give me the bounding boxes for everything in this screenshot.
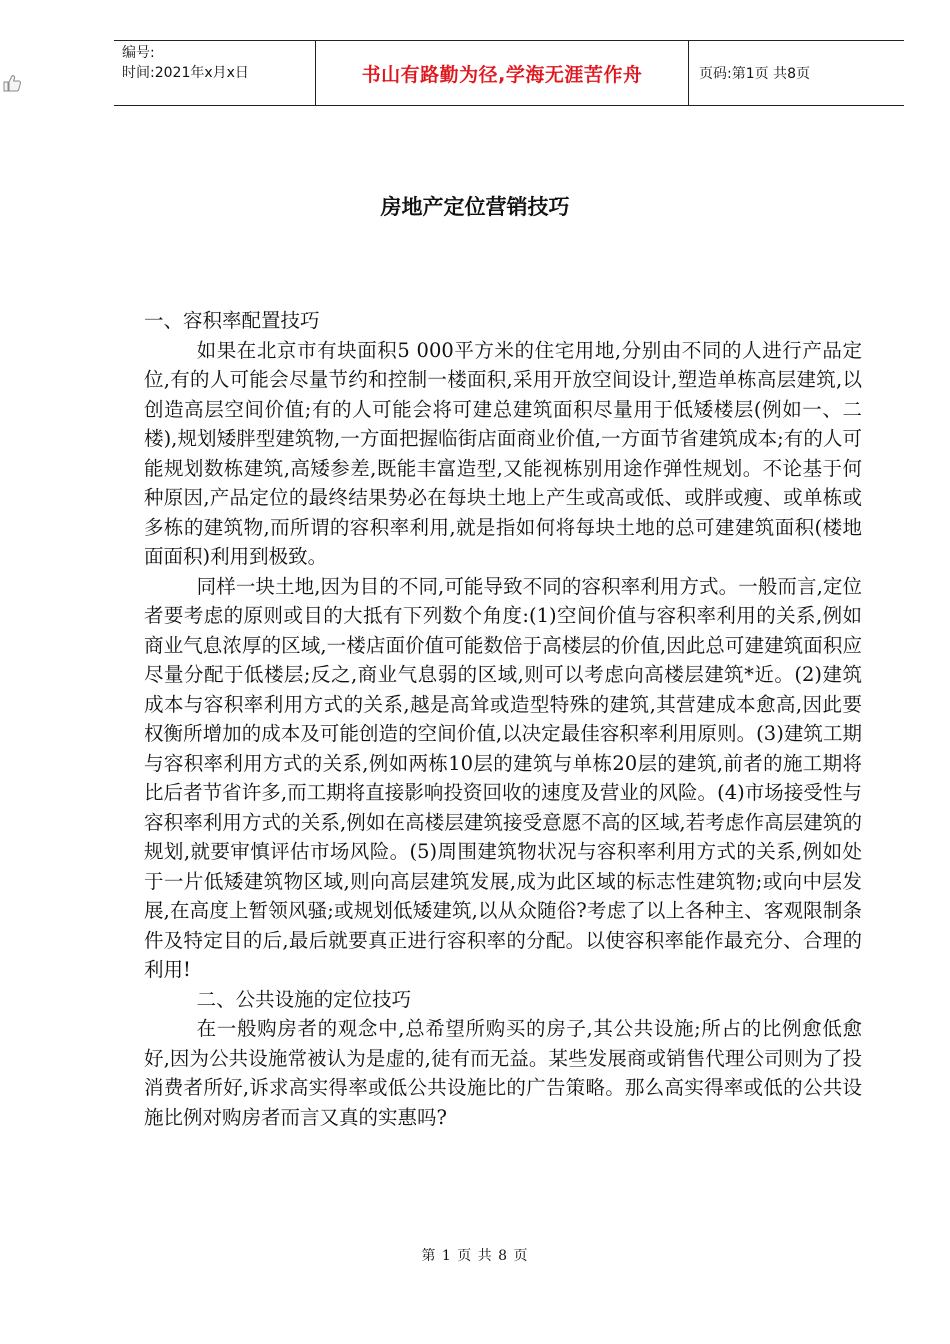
page-footer: 第 1 页 共 8 页 (421, 1248, 529, 1264)
document-body (144, 306, 862, 1132)
header-motto: 书山有路勤为径,学海无涯苦作舟 (361, 63, 643, 86)
section-heading-1: 一、容积率配置技巧 (144, 309, 320, 332)
paragraph-2: 同样一块土地,因为目的不同,可能导致不同的容积率利用方式。一般而言,定位者要考虑的原则或目的大抵有下列数个角度:(1)空间价值与容积率利用的关系,例如商业气息浓厚的区域,一楼店面价值可能数倍于高楼层的价值,因此总可建建筑面积应尽量分配于低楼层;反之,商业气息弱的区域,则可以考虑向高楼层建筑*近。(2)建筑成本与容积率利用方式的关系,越是高耸或造型特殊的建筑,其营建成本愈高,因此要权衡所增加的成本及可能创造的空间价值,以决定最佳容积率利用原则。(3)建筑工期与容积率利用方式的关系,例如两栋10层的建筑与单栋20层的建筑,前者的施工期将比后者节省许多,而工期将直接影响投资回收的速度及营业的风险。(4)市场接受性与容积率利用方式的关系,例如在高楼层建筑接受意愿不高的区域,若考虑作高层建筑的规划,就要审慎评估市场风险。(5)周围建筑物状况与容积率利用方式的关系,例如处于一片低矮建筑物区域,则向高层建筑发展,成为此区域的标志性建筑物;或向中层发展,在高度上暂领风骚;或规划低矮建筑,以从众随俗?考虑了以上各种主、客观限制条件及特定目的后,最后就要真正进行容积率的分配。以使容积率能作最充分、合理的利用! (144, 574, 863, 981)
thumbs-up-icon (1, 72, 23, 94)
header-page-info: 页码:第1页 共8页 (699, 66, 810, 82)
document-number-label: 编号: (122, 45, 155, 61)
header-page-cell (689, 41, 904, 105)
header-table (114, 40, 904, 106)
paragraph-3: 在一般购房者的观念中,总希望所购买的房子,其公共设施;所占的比例愈低愈好,因为公共设施常被认为是虚的,徒有而无益。某些发展商或销售代理公司则为了投消费者所好,诉求高实得率或低公共设施比的广告策略。那么高实得率或低的公共设施比例对购房者而言又真的实惠吗? (144, 1017, 862, 1129)
document-title: 房地产定位营销技巧 (380, 195, 570, 219)
header-motto-cell (316, 41, 689, 105)
section-heading-2: 二、公共设施的定位技巧 (196, 987, 412, 1011)
document-time-label: 时间:2021年x月x日 (122, 65, 249, 81)
paragraph-1: 如果在北京市有块面积5 000平方米的住宅用地,分别由不同的人进行产品定位,有的人可能会尽量节约和控制一楼面积,采用开放空间设计,塑造单栋高层建筑,以创造高层空间价值;有的人可能会将可建总建筑面积尽量用于低矮楼层(例如一、二楼),规划矮胖型建筑物,一方面把握临街店面商业价值,一方面节省建筑成本;有的人可能规划数栋建筑,高矮参差,既能丰富造型,又能视栋别用途作弹性规划。不论基于何种原因,产品定位的最终结果势必在每块土地上产生或高或低、或胖或瘦、或单栋或多栋的建筑物,而所谓的容积率利用,就是指如何将每块土地的总可建建筑面积(楼地面面积)利用到极致。 (144, 338, 862, 568)
header-meta-cell (114, 41, 316, 105)
